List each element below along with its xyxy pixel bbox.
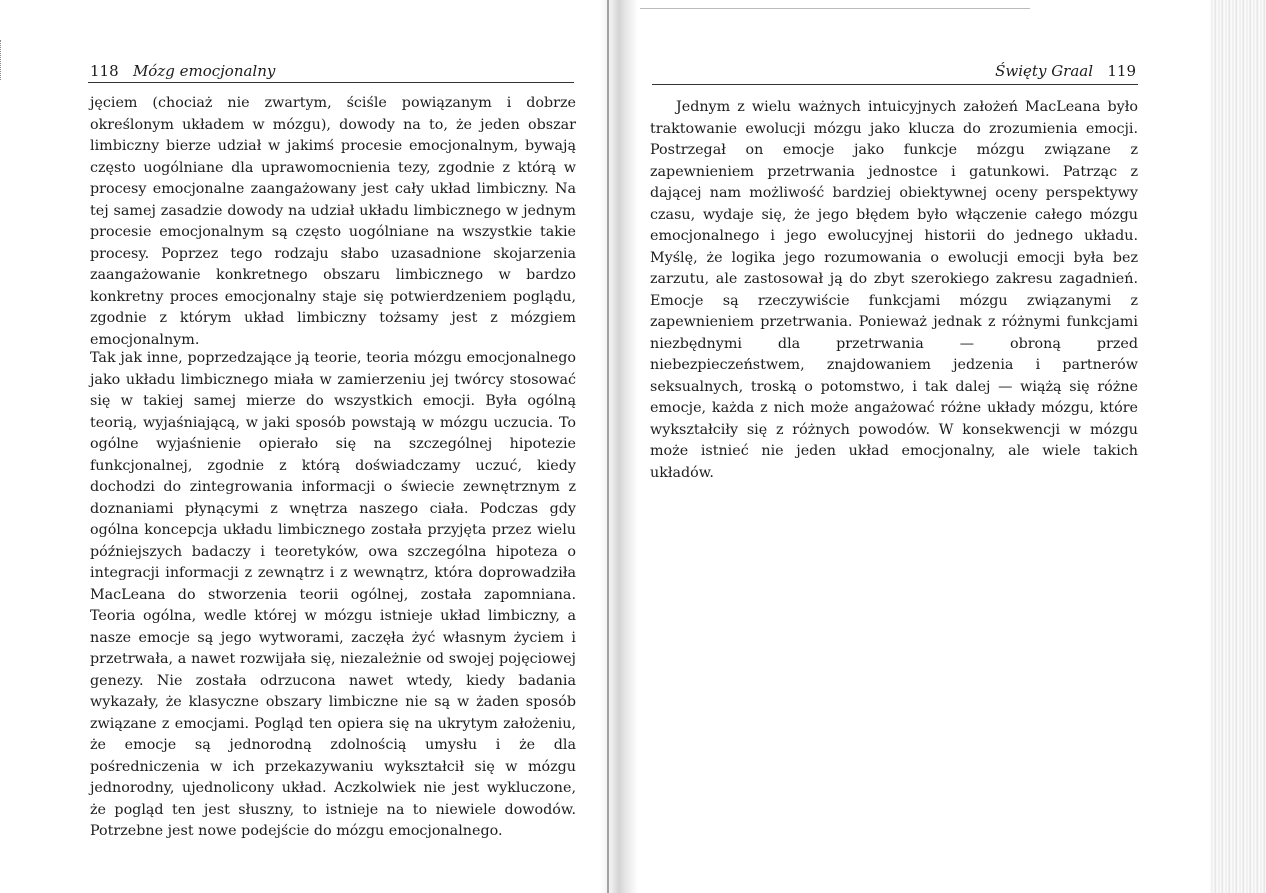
left-paragraph-1 [90,93,576,351]
book-gutter [600,0,638,893]
right-header-rule [652,84,1138,85]
left-paragraph-2-text: Tak jak inne, poprzedzające ją teorie, teoria mózgu emocjonalnego jako układu limbicznego miała w zamierzeniu jej twórcy stosować się w takiej samej mierze do wszystkich emocji. Była ogólną teorią, wyjaśniającą, w jaki sposób powstają w mózgu uczucia. To ogólne wyjaśnienie opierało się na szczególnej hipotezie funkcjonalnej, zgodnie z którą doświadczamy uczuć, kiedy dochodzi do zintegrowania informacji o świecie zewnętrznym z doznaniami płynącymi z wnętrza naszego ciała. Podczas gdy ogólna koncepcja układu limbicznego została przyjęta przez wielu późniejszych badaczy i teoretyków, owa szczególna hipoteza o integracji informacji z zewnątrz i z wewnątrz, która doprowadziła MacLeana do stworzenia teorii ogólnej, została zapomniana. Teoria ogólna, wedle której w mózgu istnieje układ limbiczny, a nasze emocje są jego wytworami, zaczęła żyć własnym życiem i przetrwała, a nawet rozwijała się, niezależnie od swojej pojęciowej genezy. Nie została odrzucona nawet wtedy, kiedy badania wykazały, że klasyczne obszary limbiczne nie są w żaden sposób związane z emocjami. Pogląd ten opiera się na ukrytym założeniu, że emocje są jednorodną zdolnością umysłu i że dla pośredniczenia w ich przekazywaniu wykształcił się w mózgu jednorodny, ujednolicony układ. Aczkolwiek nie jest wykluczone, że pogląd ten jest słuszny, to istnieje na to niewiele dowodów. Potrzebne jest nowe podejście do mózgu emocjonalnego. [90,350,576,839]
gutter-shadow-line [607,0,609,893]
left-page-number: 118 [90,62,119,80]
left-running-title: Mózg emocjonalny [132,62,276,80]
left-header-rule [88,82,574,83]
left-paragraph-2 [90,348,576,843]
left-paragraph-1-text: jęciem (chociaż nie zwartym, ściśle powiązanym i dobrze określonym układem w mózgu), dowody na to, że jeden obszar limbiczny bierze udział w jakimś procesie emocjonalnym, bywają często uogólniane dla uprawomocnienia tezy, zgodnie z którą w procesy emocjonalne zaangażowany jest cały układ limbiczny. Na tej samej zasadzie dowody na udział układu limbicznego w jednym procesie emocjonalnym są często uogólniane na wszystkie takie procesy. Poprzez tego rodzaju słabo uzasadnione skojarzenia zaangażowanie konkretnego obszaru limbicznego w bardzo konkretny proces emocjonalny staje się potwierdzeniem poglądu, zgodnie z którym układ limbiczny tożsamy jest z mózgiem emocjonalnym. [90,95,576,348]
right-paragraph-1 [650,97,1138,484]
scan-left-edge [0,40,3,80]
left-page-header [90,62,275,80]
right-page-header [995,62,1136,80]
right-running-title: Święty Graal [995,62,1094,80]
page-edge-shadow [1210,0,1266,893]
scan-top-rule [640,8,1030,9]
right-paragraph-1-text: Jednym z wielu ważnych intuicyjnych założeń MacLeana było traktowanie ewolucji mózgu jako klucza do zrozumienia emocji. Postrzegał on emocje jako funkcje mózgu związane z zapewnieniem przetrwania jednostce i gatunkowi. Patrząc z dającej nam możliwość bardziej obiektywnej oceny perspektywy czasu, wydaje się, że jego błędem było włączenie całego mózgu emocjonalnego i jego ewolucyjnej historii do jednego układu. Myślę, że logika jego rozumowania o ewolucji emocji była bez zarzutu, ale zastosował ją do zbyt szerokiego zakresu zagadnień. Emocje są rzeczywiście funkcjami mózgu związanymi z zapewnieniem przetrwania. Ponieważ jednak z różnymi funkcjami niezbędnymi dla przetrwania — obroną przed niebezpieczeństwem, znajdowaniem jedzenia i partnerów seksualnych, troską o potomstwo, i tak dalej — wiążą się różne emocje, każda z nich może angażować różne układy mózgu, które wykształciły się z różnych powodów. W konsekwencji w mózgu może istnieć nie jeden układ emocjonalny, ale wiele takich układów. [650,99,1138,481]
right-page-number: 119 [1107,62,1136,80]
